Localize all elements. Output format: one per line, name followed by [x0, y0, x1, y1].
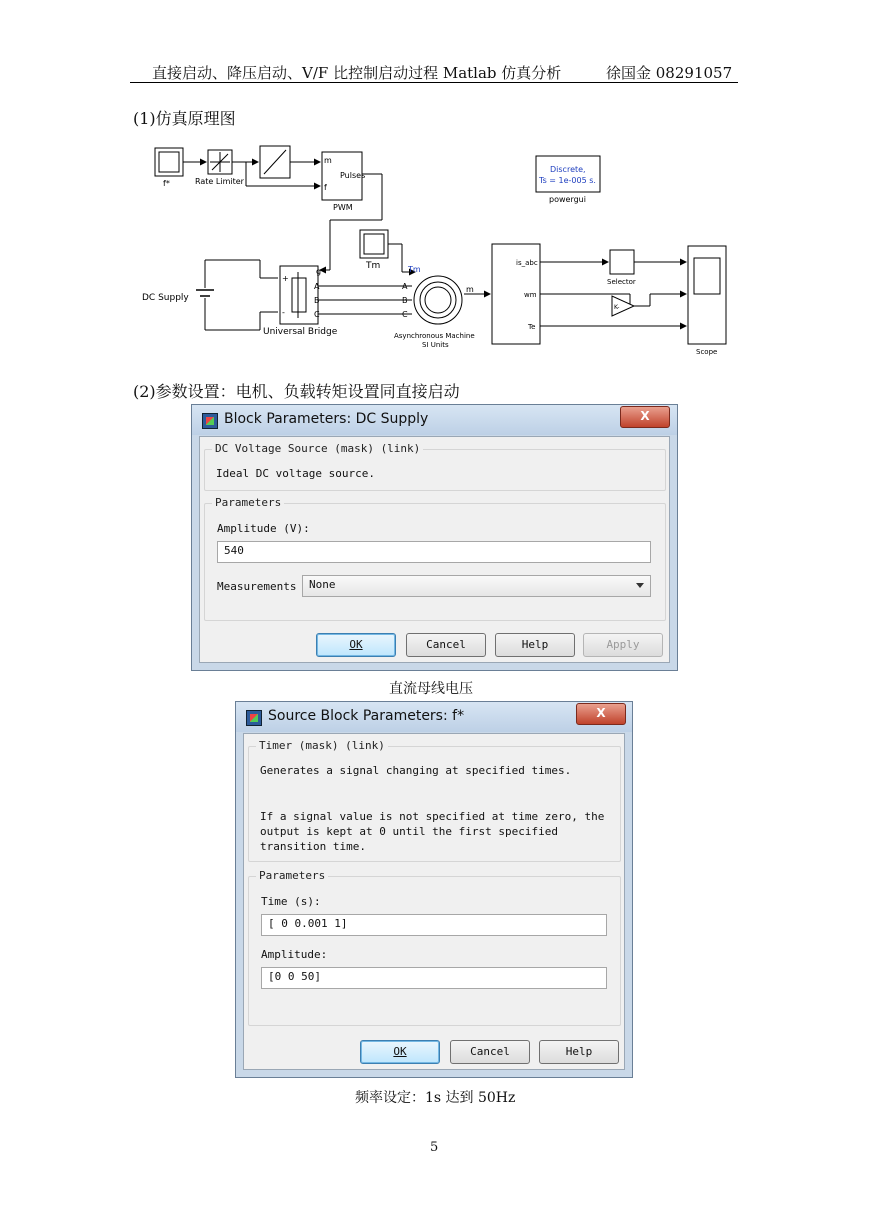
motor-block — [414, 276, 462, 324]
dialog-body — [199, 436, 670, 663]
label-a-port: A — [314, 282, 320, 291]
section-heading-1: (1)仿真原理图 — [133, 109, 236, 128]
header-title: 直接启动、降压启动、V/F 比控制启动过程 Matlab 仿真分析 — [152, 64, 562, 82]
label-b-port: B — [314, 296, 320, 305]
mask-description-line-4: transition time. — [260, 840, 366, 853]
label-c-port: C — [314, 310, 320, 319]
label-g-port: g — [316, 267, 322, 276]
label-motor-b: B — [402, 296, 408, 305]
caption-1: 直流母线电压 — [389, 681, 473, 697]
label-motor-1: Asynchronous Machine — [394, 332, 475, 340]
label-motor-c: C — [402, 310, 408, 319]
timer-source-dialog — [235, 701, 633, 1078]
cancel-button[interactable]: Cancel — [406, 633, 486, 657]
label-te: Te — [528, 323, 536, 331]
amplitude-label: Amplitude: — [261, 948, 328, 961]
simulink-diagram — [130, 140, 730, 365]
label-minus: - — [282, 308, 285, 317]
time-field[interactable]: [ 0 0.001 1] — [261, 914, 607, 936]
mask-description-line-3: output is kept at 0 until the first specified — [260, 825, 559, 838]
label-pwm-m: m — [324, 156, 332, 165]
ok-button[interactable]: OK — [316, 633, 396, 657]
caption-2: 频率设定：1s 达到 50Hz — [355, 1090, 516, 1106]
chevron-down-icon — [636, 583, 644, 588]
powergui-block — [536, 156, 600, 192]
label-gain: K- — [614, 304, 620, 311]
params-group-title: Parameters — [256, 869, 328, 882]
mask-description-line-1: Generates a signal changing at specified times. — [260, 764, 572, 777]
params-group-title: Parameters — [212, 496, 284, 509]
label-rate-limiter: Rate Limiter — [195, 177, 244, 186]
measurements-value: None — [309, 578, 336, 591]
time-label: Time (s): — [261, 895, 321, 908]
label-motor-2: SI Units — [422, 341, 449, 349]
dialog-body — [243, 733, 625, 1070]
dialog-title: Source Block Parameters: f* — [268, 708, 465, 724]
label-f-source: f* — [163, 179, 170, 188]
measurements-select[interactable] — [302, 575, 651, 597]
section-heading-2: (2)参数设置：电机、负载转矩设置同直接启动 — [133, 382, 460, 401]
apply-button[interactable]: Apply — [583, 633, 663, 657]
label-pwm: PWM — [333, 203, 353, 212]
simulink-app-icon — [202, 413, 218, 429]
ok-button[interactable]: OK — [360, 1040, 440, 1064]
measurements-label: Measurements — [217, 580, 297, 593]
label-dc-supply: DC Supply — [142, 293, 189, 303]
label-pulses: Pulses — [340, 171, 366, 180]
label-powergui-1: Discrete, — [550, 165, 586, 174]
amplitude-field[interactable]: [0 0 50] — [261, 967, 607, 989]
dc-supply-dialog — [191, 404, 678, 671]
amplitude-field[interactable]: 540 — [217, 541, 651, 563]
label-universal-bridge: Universal Bridge — [263, 327, 338, 337]
label-plus: + — [282, 274, 289, 283]
help-button[interactable]: Help — [495, 633, 575, 657]
label-scope: Scope — [696, 348, 718, 356]
selector-block — [610, 250, 634, 274]
page-number: 5 — [430, 1140, 439, 1155]
simulink-app-icon — [246, 710, 262, 726]
mask-description: Ideal DC voltage source. — [216, 467, 375, 480]
mask-group-title: DC Voltage Source (mask) (link) — [212, 442, 423, 455]
mask-group-title: Timer (mask) (link) — [256, 739, 388, 752]
mask-description-line-2: If a signal value is not specified at time zero, the — [260, 810, 605, 823]
label-motor-m: m — [466, 285, 474, 294]
amplitude-label: Amplitude (V): — [217, 522, 310, 535]
label-motor-a: A — [402, 282, 408, 291]
header-author: 徐国金 08291057 — [606, 64, 733, 82]
header-rule — [130, 82, 738, 83]
close-icon[interactable]: X — [620, 406, 670, 428]
label-wm: wm — [524, 291, 537, 299]
label-is-abc: is_abc — [516, 259, 538, 267]
label-pwm-f: f — [324, 183, 327, 192]
help-button[interactable]: Help — [539, 1040, 619, 1064]
cancel-button[interactable]: Cancel — [450, 1040, 530, 1064]
dialog-title: Block Parameters: DC Supply — [224, 411, 429, 427]
label-selector: Selector — [607, 278, 636, 286]
label-tm-port: Tm — [408, 265, 421, 274]
label-tm-source: Tm — [366, 261, 381, 271]
label-powergui-2: Ts = 1e-005 s. — [539, 176, 596, 185]
close-icon[interactable]: X — [576, 703, 626, 725]
label-powergui: powergui — [549, 195, 586, 204]
